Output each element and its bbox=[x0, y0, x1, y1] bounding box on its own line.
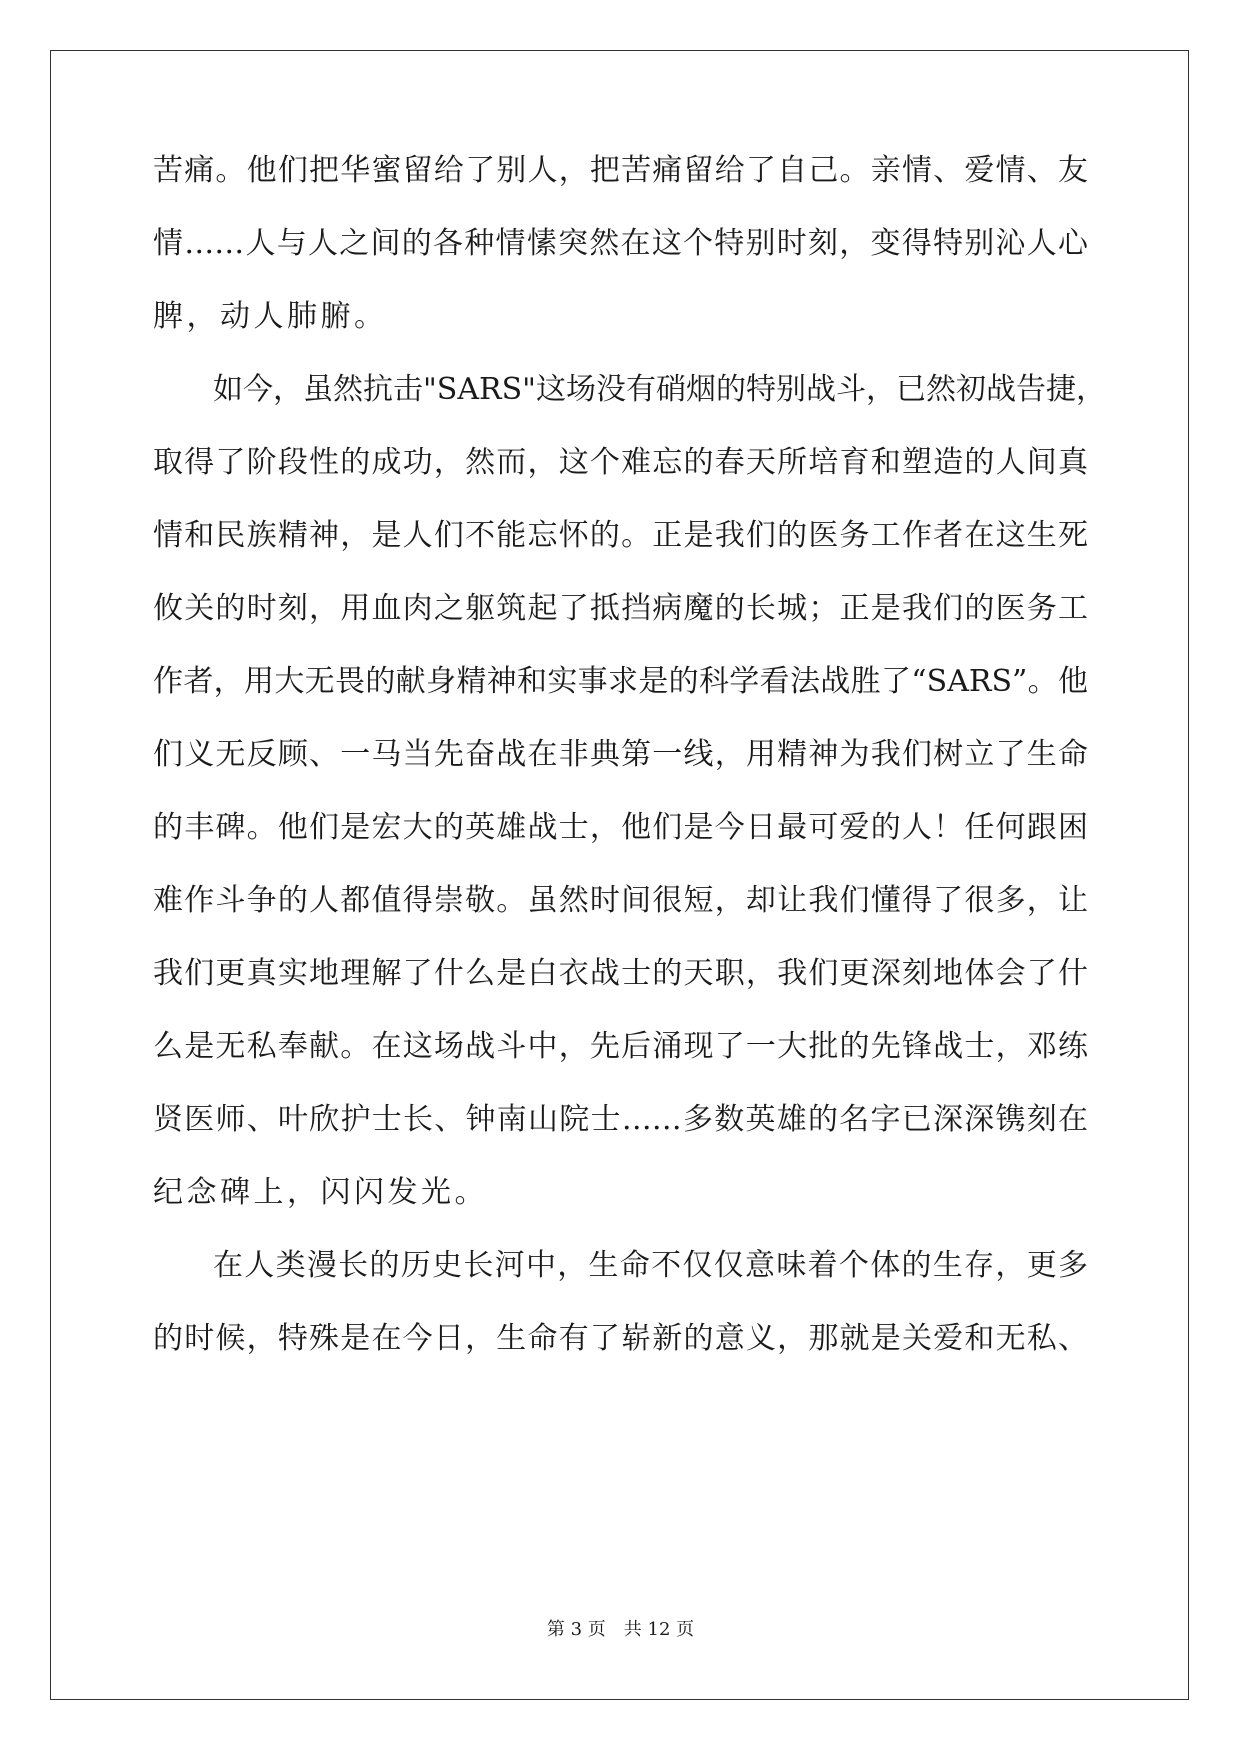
text-line: 情和民族精神，是人们不能忘怀的。正是我们的医务工作者在这生死 bbox=[153, 518, 1088, 553]
text-line: 苦痛。他们把华蜜留给了别人，把苦痛留给了自己。亲情、爱情、友 bbox=[153, 153, 1088, 188]
text-line: 情……人与人之间的各种情愫突然在这个特别时刻，变得特别沁人心 bbox=[153, 226, 1088, 261]
text-line: 取得了阶段性的成功，然而，这个难忘的春天所培育和塑造的人间真 bbox=[153, 445, 1088, 480]
paragraph-first-line: 在人类漫长的历史长河中，生命不仅仅意味着个体的生存，更多 bbox=[213, 1248, 1088, 1283]
text-line: 们义无反顾、一马当先奋战在非典第一线，用精神为我们树立了生命 bbox=[153, 737, 1088, 772]
text-line: 攸关的时刻，用血肉之躯筑起了抵挡病魔的长城；正是我们的医务工 bbox=[153, 591, 1088, 626]
text-line: 作者，用大无畏的献身精神和实事求是的科学看法战胜了“SARS”。他 bbox=[153, 664, 1088, 699]
paragraph-first-line: 如今，虽然抗击"SARS"这场没有硝烟的特别战斗，已然初战告捷， bbox=[213, 372, 1106, 407]
page-number-footer: 第 3 页 共 12 页 bbox=[546, 1619, 695, 1640]
text-line: 的时候，特殊是在今日，生命有了崭新的意义，那就是关爱和无私、 bbox=[153, 1321, 1088, 1356]
text-line: 么是无私奉献。在这场战斗中，先后涌现了一大批的先锋战士，邓练 bbox=[153, 1029, 1088, 1064]
text-line: 难作斗争的人都值得崇敬。虽然时间很短，却让我们懂得了很多，让 bbox=[153, 883, 1088, 918]
text-line: 纪念碑上，闪闪发光。 bbox=[153, 1175, 488, 1210]
text-line: 我们更真实地理解了什么是白衣战士的天职，我们更深刻地体会了什 bbox=[153, 956, 1088, 991]
text-line: 贤医师、叶欣护士长、钟南山院士……多数英雄的名字已深深镌刻在 bbox=[153, 1102, 1088, 1137]
text-line: 脾，动人肺腑。 bbox=[153, 299, 388, 334]
text-line: 的丰碑。他们是宏大的英雄战士，他们是今日最可爱的人！任何跟困 bbox=[153, 810, 1088, 845]
